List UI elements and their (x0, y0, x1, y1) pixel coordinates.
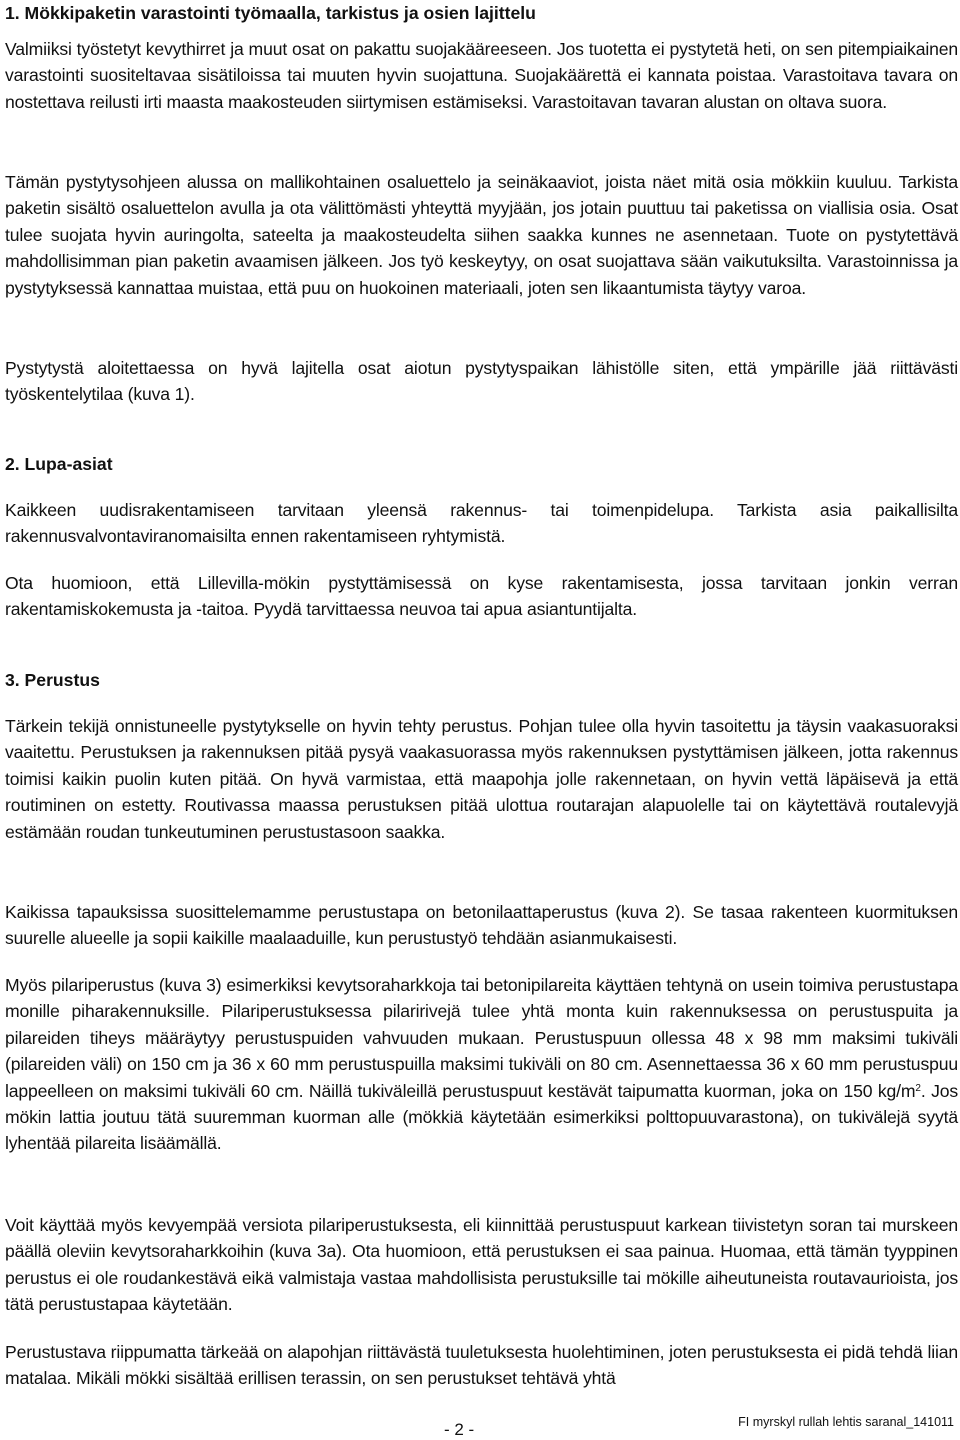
section-3-paragraph-1: Tärkein tekijä onnistuneelle pystytykselle on hyvin tehty perustus. Pohjan tulee olla hyvin tasoitettu ja täysin vaakasuoraksi vaaitettu. Perustuksen ja rakennuksen pitää pysyä vaakasuorassa myös rakennuksen pystyttämisen jälkeen, jotta rakennus toimisi kaikin puolin kuten pitää. On hyvä varmistaa, että maapohja jolle rakennetaan, on hyvin vettä läpäisevä ja että routiminen on estetty. Routivassa maassa perustuksen pitää ulottua routarajan alapuolelle tai on käytettävä routalevyjä estämään roudan tunkeutuminen perustustasoon saakka. (5, 716, 958, 842)
section-1-paragraph-3: Pystytystä aloitettaessa on hyvä lajitella osat aiotun pystytyspaikan lähistölle siten, että ympärille jää riittävästi työskentelytilaa (kuva 1). (5, 358, 958, 405)
section-2-paragraph-1: Kaikkeen uudisrakentamiseen tarvitaan yleensä rakennus- tai toimenpidelupa. Tarkista asia paikallisilta rakennusvalvontaviranomaisilta ennen rakentamiseen ryhtymistä. (5, 500, 958, 547)
section-3-heading: 3. Perustus (5, 670, 100, 690)
section-3-paragraph-pillar (5, 972, 958, 1157)
pillar-text-after: . Jos mökin lattia joutuu tätä suuremman kuorman alle (mökkiä käytetään esimerkiksi polttopuuvarastona), on tukivälejä syytä lyhentää pilareita lisäämällä. (5, 1080, 958, 1154)
footer-doc-code: FI myrskyl rullah lehtis saranal_141011 (738, 1415, 954, 1429)
section-2-heading: 2. Lupa-asiat (5, 454, 113, 474)
section-3-paragraph-4: Voit käyttää myös kevyempää versiota pilariperustuksesta, eli kiinnittää perustuspuut karkean tiivistetyn soran tai murskeen päällä oleviin kevytsoraharkkoihin (kuva 3a). Ota huomioon, että perustuksen ei saa painua. Huomaa, että tämän tyyppinen perustus ei ole roudankestävä eikä valmistaja vastaa mahdollisista perustuksille tai mökille aiheutuneista routavaurioista, jos tätä perustustapaa käytetään. (5, 1215, 958, 1315)
page-number: - 2 - (444, 1420, 475, 1439)
section-1-heading: 1. Mökkipaketin varastointi työmaalla, tarkistus ja osien lajittelu (5, 3, 536, 23)
pillar-text-before: Myös pilariperustus (kuva 3) esimerkiksi kevytsoraharkkoja tai betonipilareita käyttäen tehtynä on usein toimiva perustustapa monille piharakennuksille. Pilariperustuksessa pilaririvejä tulee yhtä monta kuin rakennuksessa on perustuspuita ja pilareiden tiheys määräytyy perustuspuiden vahvuuden mukaan. Perustuspuun ollessa 48 x 98 mm maksimi tukiväli (pilareiden väli) on 150 cm ja 36 x 60 mm perustuspuilla maksimi tukiväli on 80 cm. Asennettaessa 36 x 60 mm perustuspuu lappeelleen on maksimi tukiväli 60 cm. Näillä tukiväleillä perustuspuut kestävät taipumatta kuorman, joka on 150 kg/m (5, 975, 958, 1101)
section-3-paragraph-2: Kaikissa tapauksissa suosittelemamme perustustapa on betonilaattaperustus (kuva 2). Se tasaa rakenteen kuormituksen suurelle alueelle ja sopii kaikille maalaaduille, kun perustustyö tehdään asianmukaisesti. (5, 902, 958, 949)
section-3-paragraph-5: Perustustava riippumatta tärkeää on alapohjan riittävästä tuuletuksesta huolehtiminen, joten perustuksesta ei pidä tehdä liian matalaa. Mikäli mökki sisältää erillisen terassin, on sen perustukset tehtävä yhtä (5, 1342, 958, 1389)
section-1-paragraph-1: Valmiiksi työstetyt kevythirret ja muut osat on pakattu suojakääreeseen. Jos tuotetta ei pystytetä heti, on sen pitempiaikainen varastointi suositeltavaa sisätiloissa tai muuten hyvin suojattuna. Suojakäärettä ei kannata poistaa. Varastoitava tavara on nostettava reilusti irti maasta maakosteuden siirtymisen estämiseksi. Varastoitavan tavaran alustan on oltava suora. (5, 39, 958, 112)
superscript-squared: 2 (915, 1082, 921, 1094)
section-1-paragraph-2: Tämän pystytysohjeen alussa on mallikohtainen osaluettelo ja seinäkaaviot, joista näet mitä osia mökkiin kuuluu. Tarkista paketin sisältö osaluettelon avulla ja ota välittömästi yhteyttä myyjään, jos jotain puuttuu tai paketissa on viallisia osia. Osat tulee suojata hyvin auringolta, sateelta ja maakosteudelta siihen saakka kunnes ne asennetaan. Tuote on pystytettävä mahdollisimman pian paketin avaamisen jälkeen. Jos työ keskeytyy, on osat suojattava sään vaikutuksilta. Varastoinnissa ja pystytyksessä kannattaa muistaa, että puu on huokoinen materiaali, joten sen likaantumista täytyy varoa. (5, 172, 958, 298)
section-2-paragraph-2: Ota huomioon, että Lillevilla-mökin pystyttämisessä on kyse rakentamisesta, jossa tarvitaan jonkin verran rakentamiskokemusta ja -taitoa. Pyydä tarvittaessa neuvoa tai apua asiantuntijalta. (5, 573, 958, 620)
